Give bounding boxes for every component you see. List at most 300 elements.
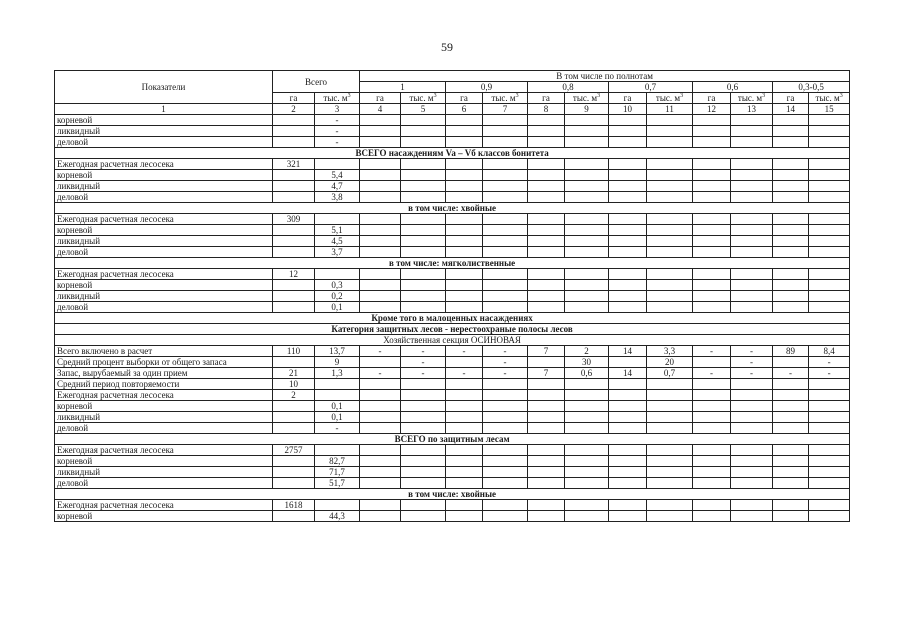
table-row (55, 412, 850, 423)
table-cell (483, 280, 528, 291)
table-cell (731, 412, 773, 423)
table-cell (446, 379, 483, 390)
table-cell (731, 247, 773, 258)
table-cell (609, 181, 647, 192)
table-cell (731, 478, 773, 489)
table-cell (483, 170, 528, 181)
row-label-cell: корневой (55, 170, 273, 181)
table-cell: 309 (273, 214, 315, 225)
table-cell (483, 423, 528, 434)
table-cell (773, 159, 809, 170)
table-row (55, 137, 850, 148)
table-cell: 5,4 (315, 170, 360, 181)
table-cell (446, 247, 483, 258)
density-header-cell: 0,3-0,5 (773, 82, 850, 93)
table-cell (647, 478, 693, 489)
table-cell (528, 379, 565, 390)
section-header-row (55, 489, 850, 500)
table-cell (609, 478, 647, 489)
density-header-cell: 0,6 (693, 82, 773, 93)
table-cell: 30 (565, 357, 609, 368)
table-cell (565, 412, 609, 423)
table-cell: 110 (273, 346, 315, 357)
table-cell (360, 379, 401, 390)
table-cell: 0,1 (315, 401, 360, 412)
table-cell (731, 456, 773, 467)
table-cell: 3,3 (647, 346, 693, 357)
table-cell (528, 280, 565, 291)
row-label-cell: Ежегодная расчетная лесосека (55, 269, 273, 280)
column-number-cell: 5 (401, 104, 446, 115)
table-row (55, 456, 850, 467)
table-cell (773, 390, 809, 401)
table-cell (647, 423, 693, 434)
table-cell (731, 137, 773, 148)
table-cell (273, 357, 315, 368)
table-cell: - (731, 346, 773, 357)
table-cell (401, 192, 446, 203)
row-label-cell: корневой (55, 225, 273, 236)
table-cell (647, 456, 693, 467)
table-cell (693, 445, 731, 456)
table-cell: 89 (773, 346, 809, 357)
table-cell (731, 126, 773, 137)
table-cell (693, 181, 731, 192)
table-cell (483, 225, 528, 236)
table-cell (731, 214, 773, 225)
section-header-cell: ВСЕГО по защитным лесам (55, 434, 850, 445)
table-cell (647, 269, 693, 280)
table-cell (401, 269, 446, 280)
table-cell (731, 269, 773, 280)
unit-k-text: тыс. м (737, 93, 763, 103)
table-cell (809, 126, 850, 137)
table-cell (528, 456, 565, 467)
table-cell (401, 280, 446, 291)
table-cell (528, 401, 565, 412)
column-number-cell: 9 (565, 104, 609, 115)
table-row (55, 181, 850, 192)
table-cell (565, 236, 609, 247)
table-cell (446, 192, 483, 203)
row-label-cell: корневой (55, 401, 273, 412)
table-cell (647, 170, 693, 181)
table-cell (315, 500, 360, 511)
table-cell (773, 115, 809, 126)
table-cell (446, 511, 483, 522)
table-cell: - (731, 357, 773, 368)
table-cell (483, 159, 528, 170)
table-cell (693, 500, 731, 511)
table-cell (647, 115, 693, 126)
table-cell (360, 236, 401, 247)
table-cell (401, 511, 446, 522)
page-number: 59 (441, 40, 453, 54)
table-cell (446, 181, 483, 192)
unit-k-superscript: 3 (515, 93, 519, 99)
table-cell (273, 423, 315, 434)
table-cell (693, 478, 731, 489)
row-label-cell: корневой (55, 115, 273, 126)
table-cell: 321 (273, 159, 315, 170)
table-cell (609, 269, 647, 280)
table-cell (773, 181, 809, 192)
table-cell (360, 159, 401, 170)
table-cell: - (809, 368, 850, 379)
table-cell (693, 302, 731, 313)
table-row (55, 225, 850, 236)
table-cell: 9 (315, 357, 360, 368)
table-cell (773, 236, 809, 247)
table-cell: - (360, 346, 401, 357)
table-cell (446, 302, 483, 313)
table-cell (731, 115, 773, 126)
table-cell (609, 467, 647, 478)
table-cell (809, 181, 850, 192)
table-cell (273, 126, 315, 137)
unit-k-superscript: 3 (597, 93, 601, 99)
table-cell (609, 412, 647, 423)
table-row (55, 302, 850, 313)
table-cell (693, 170, 731, 181)
table-cell (773, 214, 809, 225)
table-cell (446, 423, 483, 434)
table-cell (693, 511, 731, 522)
table-cell (273, 192, 315, 203)
table-cell (609, 247, 647, 258)
table-cell (693, 159, 731, 170)
row-label-cell: ликвидный (55, 181, 273, 192)
table-cell (360, 511, 401, 522)
table-cell (647, 302, 693, 313)
unit-k-text: тыс. м (491, 93, 516, 103)
row-label-cell: деловой (55, 423, 273, 434)
table-cell (273, 225, 315, 236)
table-cell: 0,1 (315, 412, 360, 423)
table-cell: 4,7 (315, 181, 360, 192)
table-cell (360, 269, 401, 280)
table-cell (565, 302, 609, 313)
table-cell (401, 126, 446, 137)
table-cell (565, 181, 609, 192)
unit-ha-cell: га (693, 93, 731, 104)
section-header-row (55, 324, 850, 335)
table-cell (401, 478, 446, 489)
row-label-cell: Всего включено в расчет (55, 346, 273, 357)
table-row (55, 390, 850, 401)
table-cell (360, 445, 401, 456)
table-cell (483, 269, 528, 280)
table-cell (809, 115, 850, 126)
table-row (55, 401, 850, 412)
table-cell (401, 159, 446, 170)
table-row (55, 423, 850, 434)
table-cell (528, 137, 565, 148)
table-cell: 14 (609, 368, 647, 379)
table-cell (609, 511, 647, 522)
column-number-cell: 15 (809, 104, 850, 115)
table-cell: 21 (273, 368, 315, 379)
table-row (55, 445, 850, 456)
table-cell: 1618 (273, 500, 315, 511)
section-header-cell: Хозяйственная секция ОСИНОВАЯ (55, 335, 850, 346)
table-cell (273, 170, 315, 181)
table-cell (809, 467, 850, 478)
row-label-cell: ликвидный (55, 236, 273, 247)
unit-k-text: тыс. м (409, 93, 434, 103)
table-cell (360, 126, 401, 137)
row-label-cell: Ежегодная расчетная лесосека (55, 214, 273, 225)
table-cell (693, 390, 731, 401)
table-cell (565, 456, 609, 467)
table-cell (609, 192, 647, 203)
table-cell (565, 159, 609, 170)
table-cell (773, 500, 809, 511)
table-cell (360, 500, 401, 511)
table-cell (401, 445, 446, 456)
unit-k-cell (731, 93, 773, 104)
section-header-cell: в том числе: хвойные (55, 203, 850, 214)
table-cell (731, 401, 773, 412)
table-cell (693, 467, 731, 478)
table-cell (273, 467, 315, 478)
unit-k-text: тыс. м (815, 93, 840, 103)
table-cell (565, 390, 609, 401)
table-cell (731, 236, 773, 247)
table-cell (693, 357, 731, 368)
header-by-density: В том числе по полнотам (360, 71, 850, 82)
table-cell (647, 379, 693, 390)
table-cell (401, 302, 446, 313)
table-cell (773, 137, 809, 148)
table-cell: - (401, 357, 446, 368)
density-header-cell: 0,8 (528, 82, 609, 93)
column-number-cell: 11 (647, 104, 693, 115)
table-cell (693, 214, 731, 225)
section-header-row (55, 258, 850, 269)
column-number-cell: 3 (315, 104, 360, 115)
table-cell (809, 280, 850, 291)
table-cell (731, 423, 773, 434)
table-cell (401, 423, 446, 434)
table-cell: - (401, 346, 446, 357)
table-cell (693, 137, 731, 148)
table-cell (360, 170, 401, 181)
table-cell (609, 401, 647, 412)
table-cell (809, 390, 850, 401)
unit-ha-cell: га (609, 93, 647, 104)
table-cell (565, 115, 609, 126)
table-cell (483, 379, 528, 390)
table-cell (693, 247, 731, 258)
table-cell (647, 467, 693, 478)
table-cell: 0,3 (315, 280, 360, 291)
table-cell: - (693, 346, 731, 357)
table-cell (360, 467, 401, 478)
unit-ha-cell: га (773, 93, 809, 104)
table-cell (483, 500, 528, 511)
table-cell (273, 280, 315, 291)
table-cell (273, 137, 315, 148)
table-cell (565, 170, 609, 181)
table-cell (565, 401, 609, 412)
table-cell: 0,7 (647, 368, 693, 379)
table-cell (528, 269, 565, 280)
table-cell (565, 511, 609, 522)
table-row (55, 247, 850, 258)
table-cell (609, 445, 647, 456)
row-label-cell: корневой (55, 511, 273, 522)
table-cell (446, 467, 483, 478)
table-cell (483, 214, 528, 225)
table-cell (360, 412, 401, 423)
table-cell: 14 (609, 346, 647, 357)
table-cell: - (731, 368, 773, 379)
table-cell (273, 236, 315, 247)
table-cell (693, 126, 731, 137)
table-cell: - (773, 368, 809, 379)
table-cell: - (483, 346, 528, 357)
table-cell: 5,1 (315, 225, 360, 236)
table-cell (360, 280, 401, 291)
table-cell (273, 511, 315, 522)
table-cell (401, 137, 446, 148)
table-cell (773, 357, 809, 368)
table-row (55, 379, 850, 390)
table-cell (360, 192, 401, 203)
table-cell (693, 379, 731, 390)
column-number-cell: 12 (693, 104, 731, 115)
table-cell (809, 269, 850, 280)
table-cell: - (483, 368, 528, 379)
row-label-cell: Средний период повторяемости (55, 379, 273, 390)
table-cell (528, 170, 565, 181)
table-cell (693, 269, 731, 280)
table-cell (647, 214, 693, 225)
table-cell (401, 401, 446, 412)
row-label-cell: ликвидный (55, 467, 273, 478)
table-cell: - (315, 115, 360, 126)
table-cell (528, 247, 565, 258)
table-cell (483, 302, 528, 313)
table-cell (483, 236, 528, 247)
table-cell (528, 214, 565, 225)
table-cell (360, 401, 401, 412)
table-row (55, 368, 850, 379)
table-cell (360, 137, 401, 148)
table-cell: 10 (273, 379, 315, 390)
table-cell (773, 423, 809, 434)
header-total: Всего (273, 71, 360, 93)
table-cell (773, 456, 809, 467)
table-cell (315, 379, 360, 390)
table-cell (647, 412, 693, 423)
row-label-cell: корневой (55, 456, 273, 467)
table-cell (693, 291, 731, 302)
table-cell (609, 500, 647, 511)
table-cell (693, 236, 731, 247)
unit-k-superscript: 3 (762, 93, 766, 99)
table-cell: 7 (528, 346, 565, 357)
table-cell (528, 500, 565, 511)
section-header-row (55, 434, 850, 445)
header-indicators: Показатели (55, 71, 273, 104)
density-header-cell: 1 (360, 82, 446, 93)
table-cell (731, 181, 773, 192)
table-cell (273, 412, 315, 423)
row-label-cell: деловой (55, 137, 273, 148)
section-header-cell: ВСЕГО насаждениям Va – Vб классов бонитета (55, 148, 850, 159)
table-cell: - (809, 357, 850, 368)
table-cell (609, 379, 647, 390)
table-row (55, 280, 850, 291)
table-cell (647, 445, 693, 456)
table-cell (360, 291, 401, 302)
table-cell (483, 412, 528, 423)
density-header-cell: 0,7 (609, 82, 693, 93)
table-cell (809, 401, 850, 412)
table-cell (315, 214, 360, 225)
row-label-cell: деловой (55, 192, 273, 203)
table-cell (401, 225, 446, 236)
table-cell (731, 170, 773, 181)
table-row (55, 170, 850, 181)
table-cell (446, 401, 483, 412)
table-cell (315, 269, 360, 280)
column-number-cell: 8 (528, 104, 565, 115)
table-cell (565, 467, 609, 478)
table-cell (315, 390, 360, 401)
table-cell: - (360, 368, 401, 379)
row-label-cell: Ежегодная расчетная лесосека (55, 445, 273, 456)
table-cell (773, 269, 809, 280)
table-cell (273, 247, 315, 258)
table-cell (528, 302, 565, 313)
table-cell (565, 269, 609, 280)
table-row (55, 511, 850, 522)
table-cell (731, 302, 773, 313)
table-row (55, 126, 850, 137)
unit-ha-cell: га (528, 93, 565, 104)
table-cell (647, 390, 693, 401)
table-cell (809, 500, 850, 511)
table-cell (609, 159, 647, 170)
table-cell: - (483, 357, 528, 368)
table-cell (483, 115, 528, 126)
table-cell: 8,4 (809, 346, 850, 357)
section-header-cell: в том числе: хвойные (55, 489, 850, 500)
unit-k-cell (483, 93, 528, 104)
table-cell (446, 137, 483, 148)
unit-ha-cell: га (360, 93, 401, 104)
table-cell (528, 467, 565, 478)
column-number-cell: 10 (609, 104, 647, 115)
table-cell (528, 115, 565, 126)
table-cell (360, 115, 401, 126)
table-cell (401, 456, 446, 467)
table-cell (360, 456, 401, 467)
table-cell (609, 236, 647, 247)
table-cell (773, 192, 809, 203)
table-cell (647, 291, 693, 302)
table-cell (401, 115, 446, 126)
table-cell (273, 115, 315, 126)
unit-ha-cell: га (446, 93, 483, 104)
table-cell (809, 511, 850, 522)
row-label-cell: Ежегодная расчетная лесосека (55, 390, 273, 401)
table-cell (809, 423, 850, 434)
table-cell (809, 456, 850, 467)
